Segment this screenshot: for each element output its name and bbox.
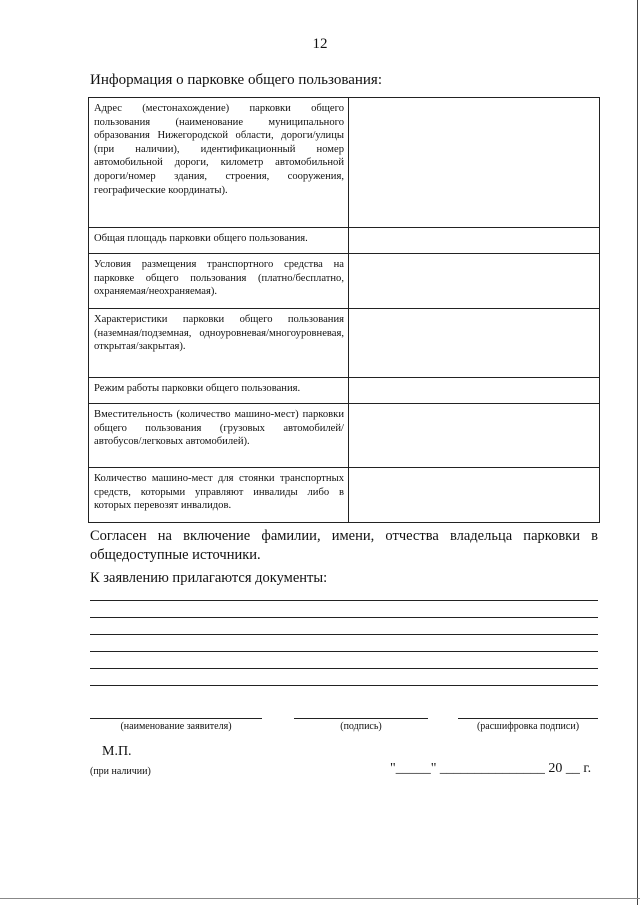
table-row [89,468,600,523]
row-label: Адрес (местонахождение) парковки общего пользования (наименование муниципального образования Нижегородской области, дороги/улицы (при наличии), идентификационный номер автомобильной дороги, километр автомобильной дороги/номер здания, строения, сооружения, географические координаты). [89,98,349,228]
row-value-field[interactable] [349,378,600,404]
document-entry-line[interactable] [90,685,598,686]
row-label: Общая площадь парковки общего пользования. [89,228,349,254]
document-entry-line[interactable] [90,651,598,652]
table-row [89,309,600,378]
scan-edge-line [637,0,638,905]
signature-decoding-caption: (расшифровка подписи) [476,721,580,732]
row-label: Характеристики парковки общего пользования (наземная/подземная, одноуровневая/многоуровневая, открытая/закрытая). [89,309,349,378]
table-row [89,404,600,468]
signature-decoding-line[interactable] [458,718,598,719]
documents-intro: К заявлению прилагаются документы: [90,570,328,586]
row-value-field[interactable] [349,404,600,468]
row-value-field[interactable] [349,98,600,228]
consent-statement: Согласен на включение фамилии, имени, отчества владельца парковки в общедоступные источники. [90,528,598,563]
document-entry-line[interactable] [90,600,598,601]
row-label: Вместительность (количество машино-мест) парковки общего пользования (грузовых автомобилей/автобусов/легковых автомобилей). [89,404,349,468]
row-label: Условия размещения транспортного средства на парковке общего пользования (платно/бесплатно, охраняемая/неохраняемая). [89,254,349,309]
document-entry-line[interactable] [90,634,598,635]
signature-caption: (подпись) [340,721,382,732]
table-row [89,228,600,254]
signature-line[interactable] [294,718,428,719]
row-value-field[interactable] [349,468,600,523]
table-row [89,254,600,309]
row-value-field[interactable] [349,228,600,254]
applicant-name-line[interactable] [90,718,262,719]
document-entry-line[interactable] [90,668,598,669]
row-label: Количество машино-мест для стоянки транспортных средств, которыми управляют инвалиды либо в которых перевозят инвалидов. [89,468,349,523]
date-field[interactable]: "_____" _______________ 20 __ г. [390,761,592,776]
scan-bottom-line [0,898,640,899]
document-entry-line[interactable] [90,617,598,618]
applicant-name-caption: (наименование заявителя) [120,721,232,732]
stamp-placeholder: М.П. [102,744,132,759]
parking-info-table [88,97,600,523]
row-value-field[interactable] [349,254,600,309]
table-row [89,378,600,404]
stamp-note: (при наличии) [90,766,151,777]
table-row [89,98,600,228]
row-label: Режим работы парковки общего пользования. [89,378,349,404]
page-number: 12 [312,36,328,52]
row-value-field[interactable] [349,309,600,378]
form-heading: Информация о парковке общего пользования: [90,72,382,88]
